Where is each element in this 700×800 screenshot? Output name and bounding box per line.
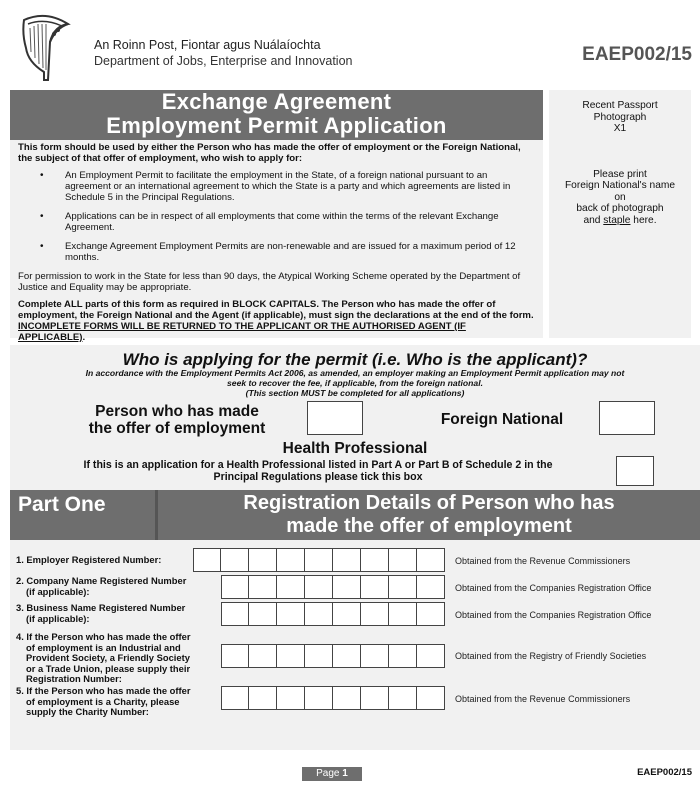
dept-irish-name: An Roinn Post, Fiontar agus Nuálaíochta	[94, 38, 321, 52]
registration-source-note: Obtained from the Companies Registration Office	[455, 583, 652, 593]
employer-checkbox[interactable]	[307, 401, 363, 435]
bullet-icon: •	[40, 170, 44, 181]
page-header	[0, 0, 700, 88]
applicant-subtext: In accordance with the Employment Permits Act 2006, as amended, an employer making an Employment Permit application may not seek to recover the fee, if applicable, from the foreign national. (This section MUST be completed for all applications)	[85, 368, 625, 398]
company-number-input[interactable]	[221, 575, 445, 599]
photo-instructions: Please print Foreign National's name on back of photograph and staple here.	[564, 168, 676, 226]
intro-lead: This form should be used by either the Person who has made the offer of employment or the Foreign National, the subject of that offer of employment, who wish to apply for:	[18, 142, 521, 164]
applicant-section	[10, 345, 700, 493]
option-employer-label: Person who has made the offer of employment	[88, 403, 266, 437]
intro-bullets	[18, 170, 535, 263]
permission-note: For permission to work in the State for less than 90 days, the Atypical Working Scheme operated by the Department of Justice and Equality may be appropriate.	[18, 271, 521, 293]
intro-bullet: • Applications can be in respect of all employments that come within the terms of the relevant Exchange Agreement.	[40, 211, 499, 233]
health-professional-checkbox[interactable]	[616, 456, 654, 486]
registration-source-note: Obtained from the Revenue Commissioners	[455, 556, 631, 566]
employer-number-input[interactable]	[193, 548, 445, 572]
registration-source-note: Obtained from the Registry of Friendly Societies	[455, 651, 647, 661]
passport-photo-area	[549, 90, 691, 338]
harp-logo-icon	[14, 12, 78, 84]
footer-form-code: EAEP002/15	[637, 767, 692, 778]
photo-label: Recent Passport Photograph X1	[582, 100, 658, 134]
applicant-question: Who is applying for the permit (i.e. Who is the applicant)?	[122, 350, 588, 369]
registration-label: 3. Business Name Registered Number (if applicable):	[16, 602, 186, 624]
form-title-line1: Exchange Agreement	[161, 89, 392, 114]
form-title-line2: Employment Permit Application	[106, 113, 447, 138]
intro-body	[18, 142, 535, 343]
form-title	[10, 90, 543, 140]
part-one-label: Part One	[10, 490, 155, 540]
bullet-icon: •	[40, 211, 44, 222]
complete-note: Complete ALL parts of this form as required in BLOCK CAPITALS. The Person who has made the offer of employment, the Foreign National and the Agent (if applicable), must sign the declarations at the end of the form. INCOMPLETE FORMS WILL BE RETURNED TO THE APPLICANT OR THE AUTHORISED AGENT (IF APPLICABLE).	[18, 299, 534, 343]
foreign-national-checkbox[interactable]	[599, 401, 655, 435]
intro-bullet: • An Employment Permit to facilitate the employment in the State, of a foreign national pursuant to an agreement or an international agreement to which the State is a party and which agreements are listed in Schedule 5 in the Principal Regulations.	[40, 170, 511, 203]
bullet-icon: •	[40, 241, 44, 252]
option-foreign-label: Foreign National	[440, 411, 564, 428]
incomplete-note: INCOMPLETE FORMS WILL BE RETURNED TO THE APPLICANT OR THE AUTHORISED AGENT (IF APPLICABLE)	[18, 321, 466, 343]
registration-label: 5. If the Person who has made the offer of employment is a Charity, please supply the Charity Number:	[16, 685, 191, 717]
form-code: EAEP002/15	[582, 44, 692, 65]
part-one-header	[10, 490, 700, 540]
registration-section	[10, 540, 700, 750]
dept-english-name: Department of Jobs, Enterprise and Innovation	[94, 54, 353, 68]
part-one-title: Registration Details of Person who has made the offer of employment	[155, 490, 700, 540]
page-number: Page 1	[302, 767, 362, 781]
registration-label: 1. Employer Registered Number:	[16, 554, 162, 565]
intro-panel	[10, 89, 543, 343]
registration-label: 2. Company Name Registered Number (if applicable):	[16, 575, 187, 597]
charity-number-input[interactable]	[221, 686, 445, 710]
intro-bullet: • Exchange Agreement Employment Permits are non-renewable and are issued for a maximum period of 12 months.	[40, 241, 516, 263]
health-professional-title: Health Professional	[282, 440, 428, 457]
registration-source-note: Obtained from the Companies Registration Office	[455, 610, 652, 620]
society-number-input[interactable]	[221, 644, 445, 668]
registration-label: 4. If the Person who has made the offer of employment is an Industrial and Provident Society, a Friendly Society or a Trade Union, please supply their Registration Number:	[16, 631, 191, 684]
health-professional-text: If this is an application for a Health Professional listed in Part A or Part B of Schedule 2 in the Principal Regulations please tick this box	[83, 459, 553, 483]
business-number-input[interactable]	[221, 602, 445, 626]
page-footer	[0, 765, 700, 800]
registration-source-note: Obtained from the Revenue Commissioners	[455, 694, 631, 704]
